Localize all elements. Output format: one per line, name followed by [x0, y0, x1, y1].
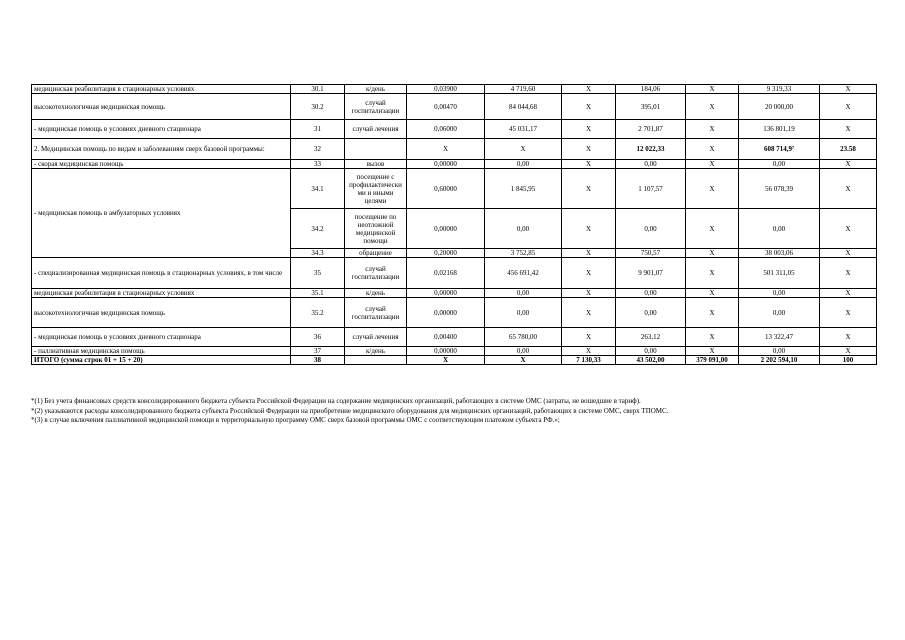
- table-row: [32, 120, 877, 139]
- row-budget-total: 379 091,00: [686, 356, 739, 365]
- row-name: - паллиативная медицинская помощь: [32, 347, 291, 356]
- row-budget-per-capita: X: [562, 85, 616, 94]
- row-budget-per-capita: X: [562, 258, 616, 289]
- row-oms-total: 0,00: [739, 160, 820, 169]
- row-unit: [345, 139, 407, 160]
- row-unit: вызов: [345, 160, 407, 169]
- row-percent: X: [820, 289, 877, 298]
- row-budget-total: X: [686, 249, 739, 258]
- row-percent: X: [820, 209, 877, 249]
- row-cost: X: [485, 356, 562, 365]
- row-code: 33: [291, 160, 345, 169]
- row-volume: 0,03900: [407, 85, 485, 94]
- row-budget-total: X: [686, 139, 739, 160]
- footnote-3: *(3) в случае включения паллиативной медицинской помощи в территориальную программу ОМС сверх базовой программы ОМС с соответствующим платежом субъекта РФ.»;: [31, 416, 560, 424]
- row-oms-total: 0,00: [739, 289, 820, 298]
- row-oms-per-capita: 0,00: [616, 289, 686, 298]
- row-volume: 0,00000: [407, 160, 485, 169]
- row-budget-per-capita: X: [562, 139, 616, 160]
- row-volume: 0,00400: [407, 328, 485, 347]
- row-oms-per-capita: 43 502,00: [616, 356, 686, 365]
- table-row: [32, 94, 877, 120]
- row-percent: X: [820, 94, 877, 120]
- row-oms-per-capita: 12 022,33: [616, 139, 686, 160]
- row-cost: 4 719,60: [485, 85, 562, 94]
- table-row: [32, 160, 877, 169]
- row-volume: 0,06000: [407, 120, 485, 139]
- row-code: 36: [291, 328, 345, 347]
- row-percent: X: [820, 328, 877, 347]
- row-percent: X: [820, 258, 877, 289]
- row-code: 34.2: [291, 209, 345, 249]
- table-row: [32, 258, 877, 289]
- row-unit: к/день: [345, 289, 407, 298]
- row-budget-total: X: [686, 298, 739, 328]
- row-budget-per-capita: X: [562, 94, 616, 120]
- row-volume: 0,02168: [407, 258, 485, 289]
- financing-table: [31, 84, 877, 365]
- row-percent: 100: [820, 356, 877, 365]
- row-unit: к/день: [345, 347, 407, 356]
- row-cost: 65 780,00: [485, 328, 562, 347]
- row-unit: [345, 356, 407, 365]
- row-name: - медицинская помощь в условиях дневного стационара: [32, 120, 291, 139]
- row-name: - скорая медицинская помощь: [32, 160, 291, 169]
- table-row: [32, 347, 877, 356]
- row-cost: 84 044,68: [485, 94, 562, 120]
- footnotes: [31, 397, 881, 426]
- row-code: 34.1: [291, 169, 345, 209]
- row-oms-per-capita: 395,01: [616, 94, 686, 120]
- row-percent: 23.58: [820, 139, 877, 160]
- row-budget-total: X: [686, 209, 739, 249]
- row-percent: X: [820, 298, 877, 328]
- row-code: 32: [291, 139, 345, 160]
- row-budget-total: X: [686, 169, 739, 209]
- row-oms-total: 0,00: [739, 347, 820, 356]
- row-oms-total: 13 322,47: [739, 328, 820, 347]
- row-budget-per-capita: 7 130,33: [562, 356, 616, 365]
- row-oms-per-capita: 0,00: [616, 209, 686, 249]
- row-oms-per-capita: 2 701,87: [616, 120, 686, 139]
- row-percent: X: [820, 160, 877, 169]
- row-unit: к/день: [345, 85, 407, 94]
- row-volume: 0,00470: [407, 94, 485, 120]
- row-percent: X: [820, 249, 877, 258]
- row-budget-per-capita: X: [562, 328, 616, 347]
- row-volume: 0,00000: [407, 347, 485, 356]
- table-body: [32, 85, 877, 365]
- row-oms-per-capita: 1 107,57: [616, 169, 686, 209]
- row-code: 35.2: [291, 298, 345, 328]
- row-percent: X: [820, 85, 877, 94]
- table-row: [32, 328, 877, 347]
- row-budget-per-capita: X: [562, 160, 616, 169]
- row-name: ИТОГО (сумма строк 01 + 15 + 20): [32, 356, 291, 365]
- row-oms-total: 56 078,39: [739, 169, 820, 209]
- row-budget-per-capita: X: [562, 298, 616, 328]
- row-volume: 0,60000: [407, 169, 485, 209]
- row-cost: 0,00: [485, 347, 562, 356]
- row-oms-per-capita: 0,00: [616, 160, 686, 169]
- row-budget-total: X: [686, 328, 739, 347]
- row-oms-total: 501 311,05: [739, 258, 820, 289]
- table-row: [32, 289, 877, 298]
- row-budget-total: X: [686, 160, 739, 169]
- row-oms-per-capita: 750,57: [616, 249, 686, 258]
- row-volume: 0,00000: [407, 298, 485, 328]
- row-code: 35: [291, 258, 345, 289]
- row-budget-total: X: [686, 258, 739, 289]
- row-name: - медицинская помощь в амбулаторных условиях: [32, 169, 291, 258]
- row-budget-total: X: [686, 94, 739, 120]
- row-budget-total: X: [686, 85, 739, 94]
- row-percent: X: [820, 347, 877, 356]
- row-unit: случай госпитализации: [345, 298, 407, 328]
- row-budget-per-capita: X: [562, 169, 616, 209]
- row-budget-per-capita: X: [562, 249, 616, 258]
- row-budget-per-capita: X: [562, 120, 616, 139]
- footnote-2: *(2) указываются расходы консолидированного бюджета субъекта Российской Федерации на приобретение медицинского оборудования для медицинских организаций, работающих в системе ОМС, сверх ТПОМС.: [31, 406, 669, 415]
- row-code: 38: [291, 356, 345, 365]
- row-percent: X: [820, 120, 877, 139]
- row-oms-total: 0,00: [739, 209, 820, 249]
- row-cost: 45 031,17: [485, 120, 562, 139]
- row-name: высокотехнологичная медицинская помощь: [32, 94, 291, 120]
- row-oms-per-capita: 0,00: [616, 298, 686, 328]
- row-unit: посещение с профилактическими и иными целями: [345, 169, 407, 209]
- table-row: [32, 139, 877, 160]
- row-oms-total: 9 319,33: [739, 85, 820, 94]
- row-budget-total: X: [686, 289, 739, 298]
- footnote-1: *(1) Без учета финансовых средств консолидированного бюджета субъекта Российской Федерации на содержание медицинских организаций, работающих в системе ОМС (затраты, не вошедшие в тариф).: [31, 397, 641, 405]
- row-code: 34.3: [291, 249, 345, 258]
- row-name: - медицинская помощь в условиях дневного стационара: [32, 328, 291, 347]
- row-oms-total: 0,00: [739, 298, 820, 328]
- row-code: 37: [291, 347, 345, 356]
- row-oms-total: 608 714,9⁷: [739, 139, 820, 160]
- table-row: [32, 298, 877, 328]
- row-unit: обращение: [345, 249, 407, 258]
- row-percent: X: [820, 169, 877, 209]
- row-cost: 3 752,85: [485, 249, 562, 258]
- row-cost: 0,00: [485, 160, 562, 169]
- row-name: медицинская реабилитация в стационарных условиях: [32, 289, 291, 298]
- row-code: 30.1: [291, 85, 345, 94]
- table-row: [32, 85, 877, 94]
- row-cost: 0,00: [485, 289, 562, 298]
- row-budget-total: X: [686, 347, 739, 356]
- row-volume: 0,00000: [407, 209, 485, 249]
- row-cost: 0,00: [485, 209, 562, 249]
- table-row: [32, 169, 877, 209]
- row-volume: X: [407, 139, 485, 160]
- row-code: 31: [291, 120, 345, 139]
- row-oms-per-capita: 263,12: [616, 328, 686, 347]
- row-oms-total: 136 801,19: [739, 120, 820, 139]
- row-volume: 0,00000: [407, 289, 485, 298]
- row-budget-per-capita: X: [562, 289, 616, 298]
- row-budget-per-capita: X: [562, 209, 616, 249]
- row-volume: X: [407, 356, 485, 365]
- row-cost: 456 691,42: [485, 258, 562, 289]
- row-name: - специализированная медицинская помощь в стационарных условиях, в том числе: [32, 258, 291, 289]
- row-name: медицинская реабилитация в стационарных условиях: [32, 85, 291, 94]
- row-oms-total: 20 000,00: [739, 94, 820, 120]
- row-name: 2. Медицинская помощь по видам и заболеваниям сверх базовой программы:: [32, 139, 291, 160]
- row-volume: 0,20000: [407, 249, 485, 258]
- table-row-total: [32, 356, 877, 365]
- row-unit: случай лечения: [345, 328, 407, 347]
- row-cost: X: [485, 139, 562, 160]
- row-name: высокотехнологичная медицинская помощь: [32, 298, 291, 328]
- row-cost: 0,00: [485, 298, 562, 328]
- row-budget-total: X: [686, 120, 739, 139]
- row-unit: случай госпитализации: [345, 258, 407, 289]
- row-cost: 1 845,95: [485, 169, 562, 209]
- row-oms-per-capita: 9 901,07: [616, 258, 686, 289]
- row-unit: посещение по неотложной медицинской помощи: [345, 209, 407, 249]
- row-code: 30.2: [291, 94, 345, 120]
- row-oms-per-capita: 184,06: [616, 85, 686, 94]
- row-unit: случай лечения: [345, 120, 407, 139]
- row-oms-total: 38 003,06: [739, 249, 820, 258]
- row-budget-per-capita: X: [562, 347, 616, 356]
- row-unit: случай госпитализации: [345, 94, 407, 120]
- row-code: 35.1: [291, 289, 345, 298]
- row-oms-total: 2 202 594,10: [739, 356, 820, 365]
- row-oms-per-capita: 0,00: [616, 347, 686, 356]
